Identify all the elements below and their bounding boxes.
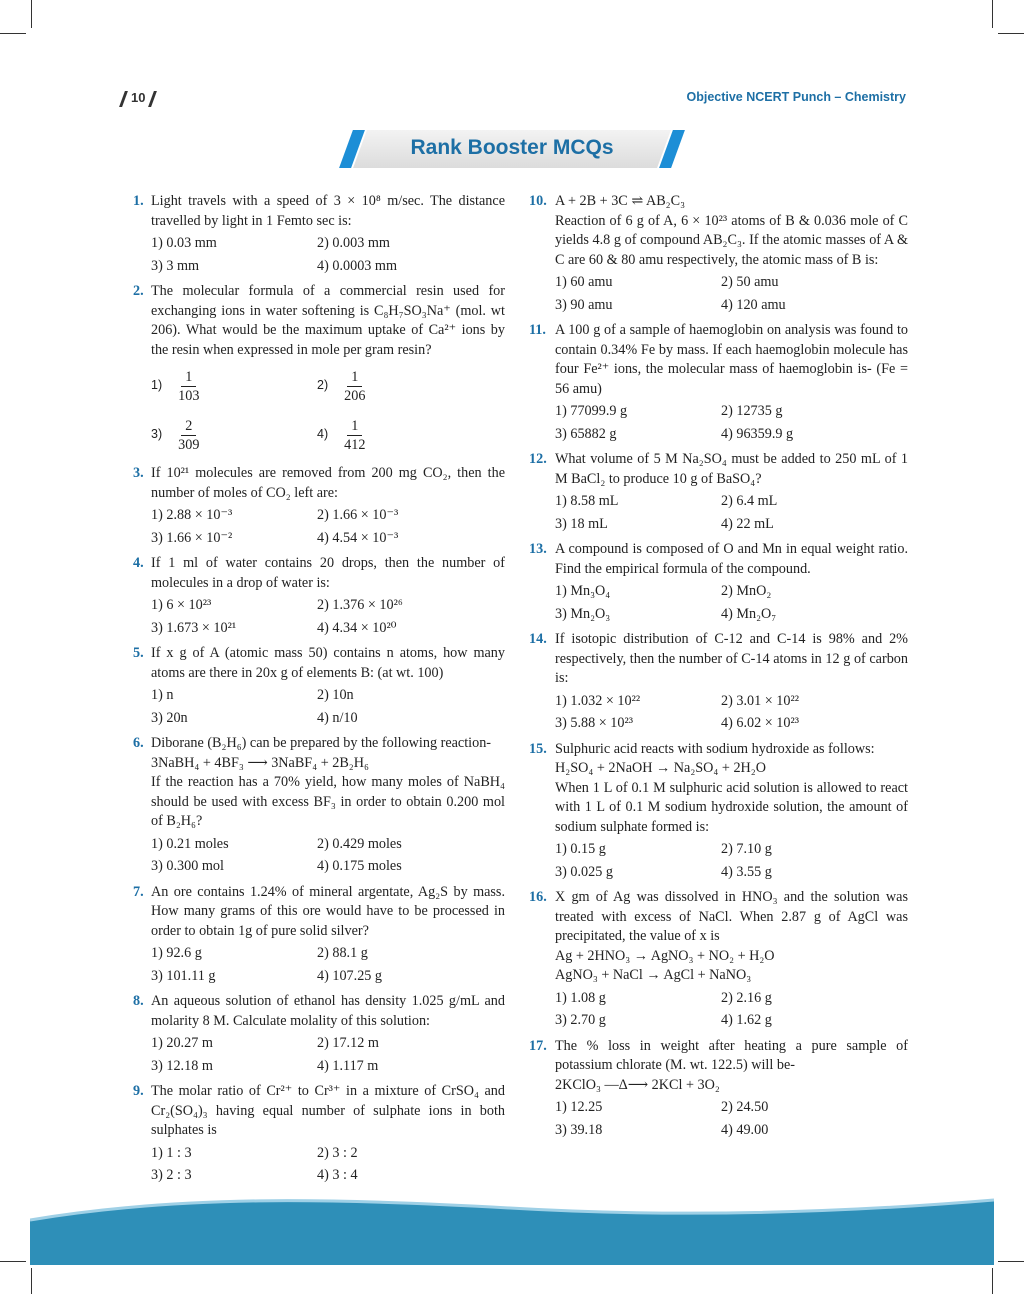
option-1[interactable]: 1) 77099.9 g: [555, 403, 628, 419]
question-17: [529, 1037, 908, 1141]
options-grid: [555, 989, 908, 1031]
options-grid: [151, 1144, 505, 1186]
question-4: [133, 554, 505, 638]
question-number: 16.: [529, 889, 547, 905]
option-2[interactable]: 2) 0.003 mm: [317, 235, 390, 251]
question-head: [529, 321, 908, 399]
option-2[interactable]: 2) 17.12 m: [317, 1035, 379, 1051]
option-4[interactable]: 4) 49.00: [721, 1121, 769, 1138]
option-2[interactable]: 2) 24.50: [721, 1099, 769, 1115]
option-3[interactable]: [151, 412, 317, 458]
option-2[interactable]: 2) MnO₂: [721, 583, 772, 599]
option-2[interactable]: 2) 7.10 g: [721, 841, 772, 857]
section-title: Rank Booster MCQs: [410, 136, 614, 159]
question-11: [529, 321, 908, 444]
option-1[interactable]: 1) 92.6 g: [151, 945, 202, 961]
option-3[interactable]: 3) 2.70 g: [555, 1012, 606, 1028]
question-number: 13.: [529, 541, 547, 557]
crop-mark: [0, 1261, 26, 1262]
question-13: [529, 540, 908, 624]
option-3[interactable]: 3) 101.11 g: [151, 967, 216, 984]
options-grid: [555, 840, 908, 882]
left-column: [133, 192, 505, 1192]
options-grid: [151, 835, 505, 877]
footer-wave: [30, 1190, 994, 1265]
option-4[interactable]: 4) 1.117 m: [317, 1057, 379, 1074]
options-grid: [151, 363, 505, 458]
question-text: If 10²¹ molecules are removed from 200 mg CO₂, then the number of moles of CO₂ left are:: [151, 465, 505, 501]
fraction: [340, 417, 369, 454]
question-number: 11.: [529, 322, 546, 338]
reaction-equation: Ag + 2HNO₃ → AgNO₃ + NO₂ + H₂O: [555, 947, 775, 964]
question-text: If the reaction has a 70% yield, how many moles of NaBH₄ should be used with excess BF₃ in order to obtain 0.200 mol of B₂H₆?: [151, 774, 505, 829]
option-1[interactable]: 1) 0.15 g: [555, 841, 606, 857]
option-1[interactable]: 1) n: [151, 687, 174, 703]
question-body: [151, 992, 505, 1031]
options-grid: [151, 1034, 505, 1076]
question-number: 9.: [133, 1083, 144, 1099]
question-head: [529, 450, 908, 489]
question-body: [555, 540, 908, 579]
option-4[interactable]: 4) Mn₂O₇: [721, 605, 777, 622]
crop-mark: [998, 1261, 1024, 1262]
fraction-numerator: 1: [181, 368, 196, 387]
page-number-text: 10: [131, 90, 146, 105]
question-text: The % loss in weight after heating a pure sample of potassium chlorate (M. wt. 122.5) will be-: [555, 1037, 908, 1073]
option-2[interactable]: 2) 0.429 moles: [317, 835, 402, 852]
question-number: 4.: [133, 555, 144, 571]
option-3[interactable]: 3) 2 : 3: [151, 1167, 192, 1183]
question-text: An aqueous solution of ethanol has density 1.025 g/mL and molarity 8 M. Calculate molality of this solution:: [151, 993, 505, 1029]
question-number: 2.: [133, 283, 144, 299]
question-number: 17.: [529, 1037, 547, 1054]
fraction: [174, 417, 203, 454]
question-3: [133, 464, 505, 548]
crop-mark: [998, 33, 1024, 34]
options-grid: [151, 506, 505, 548]
option-1[interactable]: 1) 8.58 mL: [555, 493, 619, 509]
question-number: 7.: [133, 883, 144, 900]
question-text: Reaction of 6 g of A, 6 × 10²³ atoms of B & 0.036 mole of C yields 4.8 g of compound AB₂C₃. If the atomic masses of A & C are 60 & 80 amu respectively, the atomic mass of B is:: [555, 212, 908, 268]
question-body: [555, 1037, 908, 1096]
options-grid: [555, 402, 908, 444]
options-grid: [555, 1098, 908, 1140]
question-head: [529, 888, 908, 986]
question-head: [133, 464, 505, 503]
question-body: [555, 321, 908, 399]
fraction-denominator: 412: [344, 436, 366, 453]
crop-mark: [992, 0, 993, 28]
crop-mark: [0, 33, 26, 34]
question-2: [133, 282, 505, 458]
question-10: [529, 192, 908, 315]
option-4[interactable]: 4) n/10: [317, 709, 358, 726]
question-body: [555, 888, 908, 986]
option-label: 4): [317, 427, 329, 442]
page-number: [116, 90, 160, 107]
fraction-numerator: 1: [347, 417, 362, 436]
question-8: [133, 992, 505, 1076]
reaction-equation: AgNO₃ + NaCl → AgCl + NaNO₃: [555, 967, 752, 983]
question-6: [133, 734, 505, 877]
question-head: [529, 1037, 908, 1096]
question-number: 6.: [133, 735, 144, 751]
question-body: [555, 630, 908, 689]
option-label: 3): [151, 427, 163, 442]
option-3[interactable]: 3) 5.88 × 10²³: [555, 715, 633, 731]
question-text: Diborane (B₂H₆) can be prepared by the following reaction-: [151, 735, 492, 751]
reaction-equation: A + 2B + 3C ⇌ AB₂C₃: [555, 193, 686, 209]
question-head: [529, 740, 908, 838]
question-body: [151, 734, 505, 832]
options-grid: [151, 686, 505, 728]
question-body: [151, 464, 505, 503]
question-body: [151, 192, 505, 231]
options-grid: [555, 273, 908, 315]
option-2[interactable]: 2) 3 : 2: [317, 1144, 358, 1161]
fraction-denominator: 309: [178, 436, 200, 453]
question-text: If x g of A (atomic mass 50) contains n atoms, how many atoms are there in 20x g of elements B: (at wt. 100): [151, 645, 505, 681]
question-body: [151, 554, 505, 593]
option-3[interactable]: 3) 18 mL: [555, 515, 608, 532]
running-title: Objective NCERT Punch – Chemistry: [686, 90, 906, 104]
question-body: [151, 1082, 505, 1141]
section-banner: [342, 128, 682, 170]
fraction-numerator: 2: [181, 417, 196, 436]
options-grid: [151, 596, 505, 638]
reaction-equation: 2KClO₃ —Δ⟶ 2KCl + 3O₂: [555, 1076, 720, 1093]
question-body: [151, 883, 505, 942]
question-9: [133, 1082, 505, 1186]
option-label: 1): [151, 378, 163, 393]
question-text: If isotopic distribution of C-12 and C-14 is 98% and 2% respectively, then the number of C-14 atoms in 12 g of carbon is:: [555, 631, 908, 686]
option-4[interactable]: 4) 0.175 moles: [317, 858, 402, 874]
option-4[interactable]: 4) 0.0003 mm: [317, 257, 397, 274]
option-4[interactable]: 4) 3.55 g: [721, 863, 772, 880]
question-12: [529, 450, 908, 534]
fraction-denominator: 206: [344, 387, 366, 404]
question-text: A 100 g of a sample of haemoglobin on analysis was found to contain 0.34% Fe by mass. If each haemoglobin molecule has four Fe²⁺ ions, the molecular mass of haemoglobin is- (Fe = 56 amu): [555, 322, 908, 397]
question-number: 8.: [133, 993, 144, 1009]
question-head: [133, 282, 505, 360]
option-3[interactable]: 3) 3 mm: [151, 257, 200, 274]
question-head: [133, 192, 505, 231]
reaction-equation: H₂SO₄ + 2NaOH → Na₂SO₄ + 2H₂O: [555, 760, 766, 776]
question-head: [529, 630, 908, 689]
option-1[interactable]: 1) 0.21 moles: [151, 835, 229, 852]
question-number: 5.: [133, 645, 144, 661]
question-15: [529, 740, 908, 883]
option-3[interactable]: 3) 39.18: [555, 1121, 603, 1138]
option-4[interactable]: 4) 96359.9 g: [721, 425, 794, 442]
right-column: [529, 192, 908, 1146]
option-1[interactable]: 1) 6 × 10²³: [151, 597, 212, 613]
question-number: 3.: [133, 465, 144, 481]
option-2[interactable]: 2) 1.66 × 10⁻³: [317, 507, 399, 523]
option-1[interactable]: 1) 12.25: [555, 1099, 603, 1115]
question-text: Light travels with a speed of 3 × 10⁸ m/sec. The distance travelled by light in 1 Femto sec is:: [151, 193, 505, 229]
option-1[interactable]: [151, 363, 317, 409]
option-2[interactable]: 2) 3.01 × 10²²: [721, 692, 799, 709]
option-3[interactable]: 3) 1.673 × 10²¹: [151, 619, 237, 636]
crop-mark: [31, 0, 32, 28]
question-head: [133, 734, 505, 832]
option-1[interactable]: 1) 1.032 × 10²²: [555, 692, 641, 709]
option-label: 2): [317, 378, 329, 393]
crop-mark: [31, 1268, 32, 1294]
option-2[interactable]: 2) 12735 g: [721, 403, 783, 419]
option-3[interactable]: 3) Mn₂O₃: [555, 605, 611, 622]
option-1[interactable]: 1) 1 : 3: [151, 1144, 192, 1161]
fraction-numerator: 1: [347, 368, 362, 387]
option-4[interactable]: 4) 4.54 × 10⁻³: [317, 529, 399, 546]
option-1[interactable]: 1) 1.08 g: [555, 989, 606, 1006]
question-body: [151, 644, 505, 683]
question-number: 1.: [133, 193, 144, 209]
question-head: [529, 192, 908, 270]
option-4[interactable]: 4) 22 mL: [721, 515, 774, 532]
question-head: [133, 992, 505, 1031]
option-3[interactable]: 3) 65882 g: [555, 425, 617, 442]
question-head: [133, 554, 505, 593]
question-number: 14.: [529, 631, 547, 647]
question-head: [529, 540, 908, 579]
option-3[interactable]: 3) 12.18 m: [151, 1057, 213, 1074]
question-16: [529, 888, 908, 1031]
question-5: [133, 644, 505, 728]
option-4[interactable]: 4) 6.02 × 10²³: [721, 715, 799, 731]
question-text: If 1 ml of water contains 20 drops, then the number of molecules in a drop of water is:: [151, 555, 505, 591]
question-text: Sulphuric acid reacts with sodium hydroxide as follows:: [555, 740, 875, 757]
option-4[interactable]: 4) 107.25 g: [317, 967, 383, 984]
reaction-equation: 3NaBH₄ + 4BF₃ ⟶ 3NaBF₄ + 2B₂H₆: [151, 754, 369, 771]
crop-mark: [992, 1268, 993, 1294]
option-3[interactable]: 3) 0.025 g: [555, 863, 613, 880]
option-2[interactable]: 2) 2.16 g: [721, 989, 772, 1006]
question-14: [529, 630, 908, 734]
option-4[interactable]: 4) 120 amu: [721, 296, 786, 313]
option-3[interactable]: 3) 0.300 mol: [151, 858, 224, 874]
question-text: What volume of 5 M Na₂SO₄ must be added to 250 mL of 1 M BaCl₂ to produce 10 g of BaSO₄?: [555, 451, 908, 487]
question-body: [555, 192, 908, 270]
question-1: [133, 192, 505, 276]
option-2[interactable]: [317, 363, 505, 409]
fraction-denominator: 103: [178, 387, 200, 404]
question-number: 10.: [529, 193, 547, 209]
option-4[interactable]: [317, 412, 505, 458]
question-text: The molar ratio of Cr²⁺ to Cr³⁺ in a mixture of CrSO₄ and Cr₂(SO₄)₃ having equal number of sulphate ions in both sulphates is: [151, 1083, 505, 1138]
question-text: X gm of Ag was dissolved in HNO₃ and the solution was treated with excess of NaCl. When 2.87 g of AgCl was precipitated, the value of x is: [555, 889, 908, 944]
option-4[interactable]: 4) 4.34 × 10²⁰: [317, 619, 397, 636]
option-1[interactable]: 1) Mn₃O₄: [555, 583, 611, 599]
option-2[interactable]: 2) 50 amu: [721, 274, 779, 290]
options-grid: [555, 492, 908, 534]
option-2[interactable]: 2) 6.4 mL: [721, 493, 778, 509]
options-grid: [555, 692, 908, 734]
question-text: A compound is composed of O and Mn in equal weight ratio. Find the empirical formula of the compound.: [555, 541, 908, 577]
option-1[interactable]: 1) 60 amu: [555, 274, 613, 290]
question-text: An ore contains 1.24% of mineral argentate, Ag₂S by mass. How many grams of this ore would have to be processed in order to obtain 1g of pure solid silver?: [151, 883, 505, 939]
option-1[interactable]: 1) 2.88 × 10⁻³: [151, 507, 233, 523]
page-header: [116, 90, 906, 110]
question-number: 12.: [529, 451, 547, 467]
option-2[interactable]: 2) 88.1 g: [317, 945, 368, 961]
options-grid: [555, 582, 908, 624]
fraction: [340, 368, 369, 405]
option-2[interactable]: 2) 1.376 × 10²⁶: [317, 597, 403, 613]
option-1[interactable]: 1) 20.27 m: [151, 1035, 213, 1051]
question-head: [133, 883, 505, 942]
question-text: When 1 L of 0.1 M sulphuric acid solution is allowed to react with 1 L of 0.1 M sodium hydroxide solution, the amount of sodium sulphate formed is:: [555, 779, 908, 835]
question-head: [133, 644, 505, 683]
question-number: 15.: [529, 740, 547, 757]
options-grid: [151, 234, 505, 276]
question-body: [555, 740, 908, 838]
option-1[interactable]: 1) 0.03 mm: [151, 235, 217, 251]
option-3[interactable]: 3) 20n: [151, 709, 188, 726]
question-head: [133, 1082, 505, 1141]
question-body: [151, 282, 505, 360]
options-grid: [151, 944, 505, 986]
option-3[interactable]: 3) 90 amu: [555, 296, 613, 313]
question-7: [133, 883, 505, 987]
option-2[interactable]: 2) 10n: [317, 687, 354, 703]
question-body: [555, 450, 908, 489]
option-4[interactable]: 4) 3 : 4: [317, 1167, 358, 1183]
option-3[interactable]: 3) 1.66 × 10⁻²: [151, 529, 233, 546]
option-4[interactable]: 4) 1.62 g: [721, 1012, 772, 1028]
fraction: [174, 368, 203, 405]
question-text: The molecular formula of a commercial resin used for exchanging ions in water softening is C₈H₇SO₃Na⁺ (mol. wt 206). What would be the maximum uptake of Ca²⁺ ions by the resin when expressed in mole per gram resin?: [151, 283, 505, 358]
